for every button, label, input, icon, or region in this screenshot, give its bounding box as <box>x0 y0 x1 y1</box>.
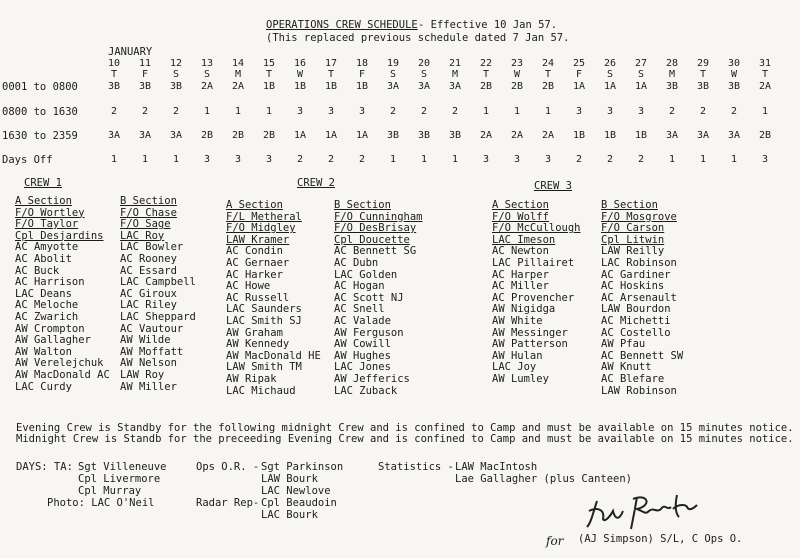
crew-member: AW Verelejchuk <box>15 357 104 370</box>
crew-member: LAC Zuback <box>334 384 398 397</box>
shift-cell: 2 <box>327 154 335 165</box>
shift-cell: 2A <box>758 81 772 92</box>
crew-member: AC Bennett SG <box>334 245 417 258</box>
ops-name: LAC Newlove <box>261 485 331 497</box>
note-evening-crew: Evening Crew is Standby for the following midnight Crew and is confined to Camp and must be available on 15 minutes notice. <box>16 422 794 434</box>
crew-member: AC Amyotte <box>15 241 79 254</box>
day-number: 30 <box>727 58 741 69</box>
crew-member: LAC Curdy <box>15 380 72 393</box>
crew-member: AC Dubn <box>334 256 379 269</box>
crew-member: AC Newton <box>492 245 549 258</box>
shift-cell: 2B <box>479 81 493 92</box>
day-number: 21 <box>448 58 462 69</box>
crew-member: AC Russell <box>226 291 290 304</box>
crew-member: AC Scott NJ <box>334 291 404 304</box>
shift-cell: 1 <box>265 106 273 117</box>
shift-cell: 3 <box>296 106 304 117</box>
crew-member: AC Vautour <box>120 322 184 335</box>
shift-cell: 3A <box>107 130 121 141</box>
shift-cell: 1A <box>355 130 369 141</box>
crew-member: LAC Robinson <box>601 256 677 269</box>
section-officer: F/O McCullough <box>492 222 581 235</box>
day-number: 28 <box>665 58 679 69</box>
crew-member: LAW Bourdon <box>601 303 671 316</box>
shift-cell: 1 <box>699 154 707 165</box>
shift-cell: 3A <box>696 130 710 141</box>
shift-cell: 2B <box>200 130 214 141</box>
ops-or-label: Ops O.R. - <box>196 461 260 473</box>
section-officer: Cpl Litwin <box>601 233 665 246</box>
crew-member: AW MacDonald AC <box>15 368 110 381</box>
section-officer: F/O Midgley <box>226 222 296 235</box>
weekday-letter: F <box>358 69 366 80</box>
shift-cell: 3 <box>513 154 521 165</box>
ops-name: LAC Bourk <box>261 509 318 521</box>
weekday-letter: T <box>110 69 118 80</box>
shift-cell: 1 <box>141 154 149 165</box>
shift-cell: 3 <box>203 154 211 165</box>
ops-name: Sgt Parkinson <box>261 461 344 473</box>
crew-member: AW Hughes <box>334 349 391 362</box>
shift-cell: 2B <box>541 81 555 92</box>
shift-cell: 1A <box>293 130 307 141</box>
ta-name: Cpl Murray <box>78 485 142 497</box>
schedule-effective: - Effective 10 Jan 57. <box>418 19 558 31</box>
section-title: B Section <box>120 195 177 207</box>
crew-member: AC Essard <box>120 264 177 277</box>
shift-cell: 1A <box>324 130 338 141</box>
day-number: 27 <box>634 58 648 69</box>
crew-member: AC Bennett SW <box>601 349 684 362</box>
day-number: 13 <box>200 58 214 69</box>
shift-cell: 1B <box>603 130 617 141</box>
shift-cell: 3 <box>637 106 645 117</box>
crew-member: AC Harrison <box>15 276 85 289</box>
weekday-letter: S <box>389 69 397 80</box>
crew-member: LAW Smith TM <box>226 361 302 374</box>
shift-cell: 3B <box>169 81 183 92</box>
weekday-letter: T <box>265 69 273 80</box>
crew-member: AC Buck <box>15 264 60 277</box>
crew-member: AW White <box>492 314 543 327</box>
section-officer: F/O Taylor <box>15 218 79 231</box>
crew-member: AC Valade <box>334 314 391 327</box>
section-officer: Cpl Doucette <box>334 233 410 246</box>
shift-cell: 1B <box>355 81 369 92</box>
crew-member: AW Crompton <box>15 322 85 335</box>
section-title: B Section <box>334 199 391 211</box>
weekday-letter: S <box>420 69 428 80</box>
weekday-letter: F <box>141 69 149 80</box>
section-officer: F/O Carson <box>601 222 665 235</box>
crew-member: AC Howe <box>226 280 271 293</box>
shift-cell: 1A <box>634 81 648 92</box>
weekday-letter: T <box>327 69 335 80</box>
radar-rep-name: Cpl Beaudoin <box>261 497 337 509</box>
weekday-letter: S <box>172 69 180 80</box>
section-officer: F/O Wortley <box>15 206 85 219</box>
section-officer: LAC Imeson <box>492 233 556 246</box>
signature-typed: (AJ Simpson) S/L, C Ops O. <box>578 533 743 545</box>
day-number: 26 <box>603 58 617 69</box>
shift-label: 0001 to 0800 <box>2 81 78 93</box>
day-number: 19 <box>386 58 400 69</box>
day-number: 12 <box>169 58 183 69</box>
shift-cell: 3B <box>727 81 741 92</box>
weekday-letter: M <box>451 69 459 80</box>
crew-member: AC Meloche <box>15 299 79 312</box>
shift-cell: 2 <box>730 106 738 117</box>
crew-section <box>601 200 683 397</box>
crew-member: AW Messinger <box>492 326 568 339</box>
weekday-letter: F <box>575 69 583 80</box>
crew-member: AC Provencher <box>492 291 575 304</box>
shift-cell: 2 <box>420 106 428 117</box>
shift-cell: 2 <box>637 154 645 165</box>
shift-cell: 3B <box>696 81 710 92</box>
weekday-letter: W <box>513 69 521 80</box>
shift-cell: 3B <box>417 130 431 141</box>
day-number: 16 <box>293 58 307 69</box>
crew-member: AW Moffatt <box>120 345 184 358</box>
shift-cell: 1 <box>420 154 428 165</box>
day-number: 22 <box>479 58 493 69</box>
shift-cell: 2 <box>451 106 459 117</box>
crew-member: AW Jefferics <box>334 372 410 385</box>
crew-member: AW Pfau <box>601 338 646 351</box>
signature-prefix: for <box>546 534 564 548</box>
crew-member: AW Hulan <box>492 349 543 362</box>
shift-cell: 3 <box>575 106 583 117</box>
shift-cell: 3 <box>544 154 552 165</box>
crew-member: LAC Saunders <box>226 303 302 316</box>
shift-cell: 1 <box>451 154 459 165</box>
day-number: 29 <box>696 58 710 69</box>
shift-cell: 1 <box>668 154 676 165</box>
shift-cell: 1B <box>572 130 586 141</box>
crew-member: LAC Riley <box>120 299 177 312</box>
crew-member: AW Graham <box>226 326 283 339</box>
weekday-letter: T <box>761 69 769 80</box>
crew-member: AC Harper <box>492 268 549 281</box>
shift-cell: 2A <box>231 81 245 92</box>
shift-cell: 3B <box>665 81 679 92</box>
shift-cell: 3 <box>234 154 242 165</box>
crew-member: AC Gernaer <box>226 256 290 269</box>
crew-section <box>15 196 110 393</box>
crew-member: LAC Pillairet <box>492 256 575 269</box>
shift-cell: 3 <box>606 106 614 117</box>
day-number: 31 <box>758 58 772 69</box>
weekday-letter: S <box>637 69 645 80</box>
shift-cell: 2 <box>358 154 366 165</box>
shift-cell: 1 <box>513 106 521 117</box>
shift-cell: 3A <box>417 81 431 92</box>
shift-cell: 1 <box>234 106 242 117</box>
crew-member: LAC Smith SJ <box>226 314 302 327</box>
crew-member: AW Gallagher <box>15 334 91 347</box>
crew-member: AC Abolit <box>15 252 72 265</box>
crew-member: AC Rooney <box>120 252 177 265</box>
section-officer: F/O DesBrisay <box>334 222 417 235</box>
weekday-letter: T <box>699 69 707 80</box>
radar-rep-label: Radar Rep- <box>196 497 260 509</box>
shift-cell: 2 <box>668 106 676 117</box>
shift-cell: 3B <box>448 130 462 141</box>
crew-title: CREW 1 <box>24 177 62 189</box>
crew-member: AW Cowill <box>334 338 391 351</box>
shift-cell: 2 <box>141 106 149 117</box>
shift-cell: 3A <box>727 130 741 141</box>
section-title: B Section <box>601 199 658 211</box>
shift-cell: 3A <box>138 130 152 141</box>
shift-cell: 3A <box>448 81 462 92</box>
shift-label: 1630 to 2359 <box>2 130 78 142</box>
weekday-letter: W <box>296 69 304 80</box>
day-number: 15 <box>262 58 276 69</box>
weekday-letter: T <box>544 69 552 80</box>
shift-label: 0800 to 1630 <box>2 106 78 118</box>
day-number: 11 <box>138 58 152 69</box>
shift-cell: 2B <box>231 130 245 141</box>
day-number: 17 <box>324 58 338 69</box>
crew-title: CREW 2 <box>297 177 335 189</box>
section-title: A Section <box>15 195 72 207</box>
shift-cell: 1 <box>482 106 490 117</box>
shift-cell: 1 <box>203 106 211 117</box>
shift-cell: 1A <box>603 81 617 92</box>
crew-member: AC Harker <box>226 268 283 281</box>
crew-member: AC Snell <box>334 303 385 316</box>
crew-member: LAC Campbell <box>120 276 196 289</box>
photo-duty: Photo: LAC O'Neil <box>47 497 155 509</box>
shift-cell: 1 <box>389 154 397 165</box>
shift-cell: 1A <box>572 81 586 92</box>
shift-cell: 1 <box>730 154 738 165</box>
section-officer: LAW Kramer <box>226 233 290 246</box>
ta-name: Sgt Villeneuve <box>78 461 167 473</box>
crew-member: LAW Robinson <box>601 384 677 397</box>
weekday-letter: M <box>668 69 676 80</box>
crew-member: LAW Reilly <box>601 245 665 258</box>
crew-title: CREW 3 <box>534 180 572 192</box>
shift-cell: 1B <box>634 130 648 141</box>
shift-cell: 2 <box>296 154 304 165</box>
shift-cell: 3 <box>482 154 490 165</box>
day-number: 20 <box>417 58 431 69</box>
shift-cell: 1 <box>110 154 118 165</box>
handwritten-signature <box>583 493 713 533</box>
shift-cell: 3 <box>265 154 273 165</box>
weekday-letter: T <box>482 69 490 80</box>
section-officer: Cpl Desjardins <box>15 229 104 242</box>
crew-member: AC Hoskins <box>601 280 665 293</box>
crew-member: AC Giroux <box>120 287 177 300</box>
crew-member: AW Knutt <box>601 361 652 374</box>
section-officer: F/O Mosgrove <box>601 210 677 223</box>
shift-cell: 2B <box>758 130 772 141</box>
section-officer: LAC Roy <box>120 229 165 242</box>
shift-cell: 2A <box>510 130 524 141</box>
shift-cell: 3A <box>169 130 183 141</box>
crew-member: LAC Joy <box>492 361 537 374</box>
shift-cell: 1 <box>172 154 180 165</box>
crew-member: AW MacDonald HE <box>226 349 321 362</box>
shift-cell: 2 <box>699 106 707 117</box>
crew-section <box>226 200 321 397</box>
weekday-letter: S <box>606 69 614 80</box>
crew-member: AW Ripak <box>226 372 277 385</box>
shift-cell: 3B <box>107 81 121 92</box>
crew-member: AC Gardiner <box>601 268 671 281</box>
section-title: A Section <box>226 199 283 211</box>
crew-member: AC Blefare <box>601 372 665 385</box>
shift-cell: 2A <box>479 130 493 141</box>
shift-cell: 3A <box>386 81 400 92</box>
crew-section <box>120 196 196 393</box>
section-officer: F/L Metheral <box>226 210 302 223</box>
shift-cell: 3B <box>386 130 400 141</box>
shift-cell: 3 <box>761 154 769 165</box>
shift-cell: 2A <box>200 81 214 92</box>
shift-cell: 2B <box>510 81 524 92</box>
crew-member: AW Walton <box>15 345 72 358</box>
crew-section <box>492 200 581 386</box>
note-midnight-crew: Midnight Crew is Standb for the preceeding Evening Crew and is confined to Camp and must be available on 15 minutes notice. <box>16 433 794 445</box>
weekday-letter: S <box>203 69 211 80</box>
crew-member: AC Costello <box>601 326 671 339</box>
crew-member: LAC Bowler <box>120 241 184 254</box>
shift-cell: 1 <box>761 106 769 117</box>
shift-cell: 2B <box>262 130 276 141</box>
section-officer: F/O Chase <box>120 206 177 219</box>
day-number: 10 <box>107 58 121 69</box>
day-number: 23 <box>510 58 524 69</box>
shift-cell: 1B <box>293 81 307 92</box>
day-number: 24 <box>541 58 555 69</box>
crew-member: AW Lumley <box>492 372 549 385</box>
crew-member: AW Ferguson <box>334 326 404 339</box>
crew-member: AC Hogan <box>334 280 385 293</box>
shift-cell: 3A <box>665 130 679 141</box>
weekday-letter: M <box>234 69 242 80</box>
shift-cell: 3 <box>327 106 335 117</box>
days-ta-label: DAYS: TA: <box>16 461 73 473</box>
shift-label: Days Off <box>2 154 53 166</box>
section-officer: F/O Sage <box>120 218 171 231</box>
section-officer: F/O Wolff <box>492 210 549 223</box>
crew-member: AW Nelson <box>120 357 177 370</box>
shift-cell: 3B <box>138 81 152 92</box>
shift-cell: 1 <box>544 106 552 117</box>
shift-cell: 2 <box>110 106 118 117</box>
crew-member: LAC Sheppard <box>120 310 196 323</box>
shift-cell: 1B <box>324 81 338 92</box>
crew-member: AC Zwarich <box>15 310 79 323</box>
day-number: 18 <box>355 58 369 69</box>
statistics-name: Lae Gallagher (plus Canteen) <box>455 473 633 485</box>
month-label: JANUARY <box>108 46 153 58</box>
day-number: 25 <box>572 58 586 69</box>
schedule-subtitle: (This replaced previous schedule dated 7 Jan 57. <box>266 32 570 44</box>
shift-cell: 2 <box>389 106 397 117</box>
crew-member: AC Miller <box>492 280 549 293</box>
section-title: A Section <box>492 199 549 211</box>
ops-name: LAW Bourk <box>261 473 318 485</box>
crew-member: AC Arsenault <box>601 291 677 304</box>
shift-cell: 2 <box>606 154 614 165</box>
crew-member: LAC Golden <box>334 268 398 281</box>
shift-cell: 2 <box>575 154 583 165</box>
crew-member: AC Condin <box>226 245 283 258</box>
crew-member: AW Patterson <box>492 338 568 351</box>
shift-cell: 1B <box>262 81 276 92</box>
crew-member: AW Nigidga <box>492 303 556 316</box>
shift-cell: 3 <box>358 106 366 117</box>
shift-cell: 2 <box>172 106 180 117</box>
statistics-name: LAW MacIntosh <box>455 461 538 473</box>
ta-name: Cpl Livermore <box>78 473 161 485</box>
crew-member: LAC Deans <box>15 287 72 300</box>
crew-member: LAC Jones <box>334 361 391 374</box>
crew-member: LAC Michaud <box>226 384 296 397</box>
shift-cell: 2A <box>541 130 555 141</box>
crew-member: LAW Roy <box>120 368 165 381</box>
day-number: 14 <box>231 58 245 69</box>
crew-member: AC Michetti <box>601 314 671 327</box>
crew-member: AW Kennedy <box>226 338 290 351</box>
schedule-title: OPERATIONS CREW SCHEDULE <box>266 19 418 31</box>
crew-member: AW Wilde <box>120 334 171 347</box>
statistics-label: Statistics - <box>378 461 454 473</box>
section-officer: F/O Cunningham <box>334 210 423 223</box>
weekday-letter: W <box>730 69 738 80</box>
crew-member: AW Miller <box>120 380 177 393</box>
crew-section <box>334 200 423 397</box>
